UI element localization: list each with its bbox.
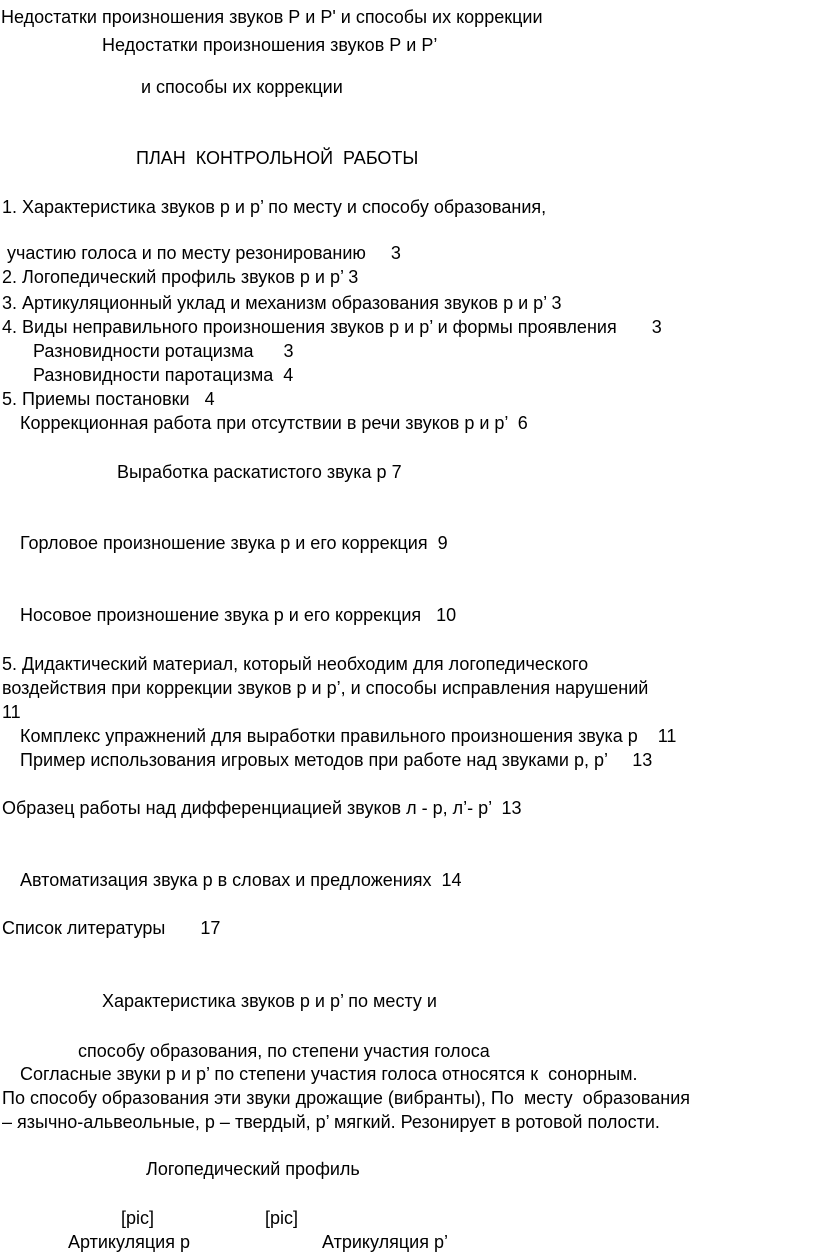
toc-item: Пример использования игровых методов при работе над звуками р, р’ 13 [20, 750, 653, 770]
toc-item: Комплекс упражнений для выработки правильного произношения звука р 11 [20, 726, 677, 746]
document-title: Недостатки произношения звуков Р и Р' и способы их коррекции [1, 7, 543, 27]
toc-item: участию голоса и по месту резонированию 3 [2, 243, 401, 263]
toc-item: Носовое произношение звука р и его коррекция 10 [20, 605, 457, 625]
toc-item: 2. Логопедический профиль звуков р и р’ 3 [2, 267, 359, 287]
toc-item: Автоматизация звука р в словах и предложениях 14 [20, 870, 462, 890]
toc-item: 1. Характеристика звуков р и р’ по месту и способу образования, [2, 197, 547, 217]
toc-item: 5. Дидактический материал, который необходим для логопедического [2, 654, 589, 674]
toc-item: 11 [2, 702, 21, 722]
toc-item: Горловое произношение звука р и его коррекция 9 [20, 533, 448, 553]
section-title-line-2: способу образования, по степени участия голоса [78, 1041, 490, 1061]
profile-title: Логопедический профиль [146, 1159, 360, 1179]
heading-line-1: Недостатки произношения звуков Р и Р’ [102, 35, 438, 55]
image-caption: Атрикуляция р’ [322, 1232, 448, 1252]
image-placeholder: [pic] [121, 1208, 155, 1228]
toc-item: Коррекционная работа при отсутствии в речи звуков р и р’ 6 [20, 413, 528, 433]
toc-item: 4. Виды неправильного произношения звуков р и р’ и формы проявления 3 [2, 317, 662, 337]
image-placeholder: [pic] [265, 1208, 299, 1228]
section-title-line-1: Характеристика звуков р и р’ по месту и [102, 991, 437, 1011]
toc-item: воздействия при коррекции звуков р и р’, и способы исправления нарушений [2, 678, 649, 698]
toc-item: Разновидности паротацизма 4 [33, 365, 294, 385]
toc-item: Образец работы над дифференциацией звуков л - р, л’- р’ 13 [2, 798, 522, 818]
image-caption: Артикуляция р [68, 1232, 190, 1252]
paragraph-line: По способу образования эти звуки дрожащие (вибранты), По месту образования [2, 1088, 690, 1108]
toc-item: 5. Приемы постановки 4 [2, 389, 215, 409]
toc-item: Список литературы 17 [2, 918, 221, 938]
paragraph-line: – язычно-альвеольные, р – твердый, р’ мягкий. Резонирует в ротовой полости. [2, 1112, 660, 1132]
heading-line-2: и способы их коррекции [141, 77, 343, 97]
paragraph-line: Согласные звуки р и р’ по степени участия голоса относятся к сонорным. [20, 1064, 638, 1084]
toc-item: 3. Артикуляционный уклад и механизм образования звуков р и р’ 3 [2, 293, 562, 313]
toc-item: Разновидности ротацизма 3 [33, 341, 294, 361]
toc-item: Выработка раскатистого звука р 7 [117, 462, 402, 482]
plan-title: ПЛАН КОНТРОЛЬНОЙ РАБОТЫ [136, 148, 419, 168]
